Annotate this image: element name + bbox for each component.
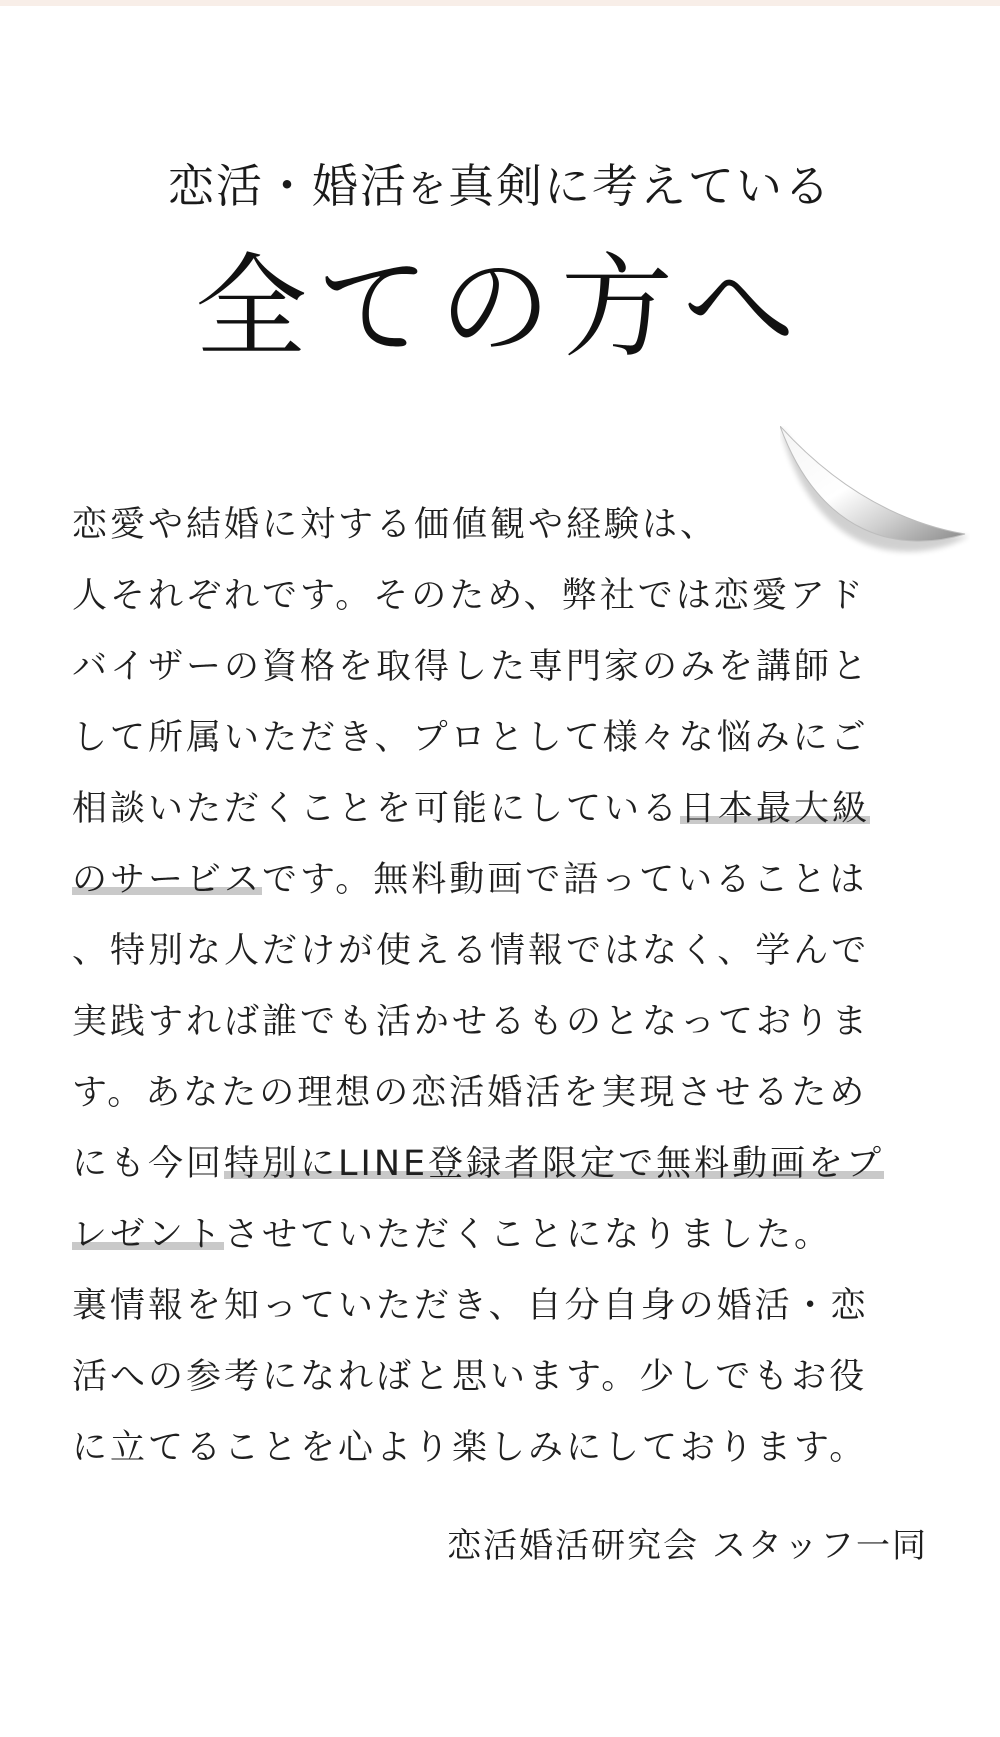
letter-text: に立てることを心より楽しみにしております。 bbox=[72, 1428, 868, 1468]
letter-text: して所属いただき、プロとして様々な悩みにご bbox=[72, 718, 869, 758]
letter-text: 、特別な人だけが使える情報ではなく、学んで bbox=[72, 931, 870, 971]
page-title: 全ての方へ bbox=[195, 243, 805, 373]
letter-line bbox=[72, 1058, 932, 1129]
letter-line bbox=[72, 1129, 932, 1200]
signature: 恋活婚活研究会 スタッフ一同 bbox=[447, 1526, 928, 1566]
letter-text: にも今回 bbox=[72, 1144, 225, 1184]
letter-text: バイザーの資格を取得した専門家のみを講師と bbox=[72, 647, 871, 687]
highlighted-text: 特別にLINE登録者限定で無料動画をプ bbox=[224, 1144, 885, 1184]
eyebrow-part-1: 恋活・婚活 bbox=[167, 159, 408, 213]
header-eyebrow bbox=[0, 150, 1000, 216]
letter-text: 人それぞれです。そのため、弊社では恋愛アド bbox=[72, 576, 866, 616]
highlighted-text: のサービス bbox=[72, 860, 263, 900]
letter-line bbox=[72, 1342, 932, 1413]
letter-text: す。あなたの理想の恋活婚活を実現させるため bbox=[72, 1073, 868, 1113]
letter-text: 相談いただくことを可能にしている bbox=[72, 789, 681, 829]
letter-line bbox=[72, 845, 932, 916]
letter-line bbox=[72, 774, 932, 845]
letter-text: 恋愛や結婚に対する価値観や経験は、 bbox=[72, 505, 719, 545]
letter-text: させていただくことになりました。 bbox=[224, 1215, 833, 1255]
letter-text: 裏情報を知っていただき、自分自身の婚活・恋 bbox=[72, 1286, 869, 1326]
eyebrow-part-2: を bbox=[407, 167, 448, 211]
letter-line bbox=[72, 561, 932, 632]
letter-line bbox=[72, 1200, 932, 1271]
letter-line bbox=[72, 1271, 932, 1342]
letter-body bbox=[72, 490, 932, 1484]
letter-line bbox=[72, 490, 932, 561]
letter-text: です。無料動画で語っていることは bbox=[262, 860, 868, 900]
letter-line bbox=[72, 916, 932, 987]
letter-text: 実践すれば誰でも活かせるものとなっておりま bbox=[72, 1002, 871, 1042]
highlighted-text: レゼント bbox=[72, 1215, 225, 1255]
letter-line bbox=[72, 987, 932, 1058]
top-band bbox=[0, 0, 1000, 6]
letter-line bbox=[72, 632, 932, 703]
letter-text: 活への参考になればと思います。少しでもお役 bbox=[72, 1357, 868, 1397]
letter-line bbox=[72, 703, 932, 774]
letter-line bbox=[72, 1413, 932, 1484]
eyebrow-part-3: 真剣に考えている bbox=[448, 159, 832, 213]
highlighted-text: 日本最大級 bbox=[680, 789, 871, 829]
